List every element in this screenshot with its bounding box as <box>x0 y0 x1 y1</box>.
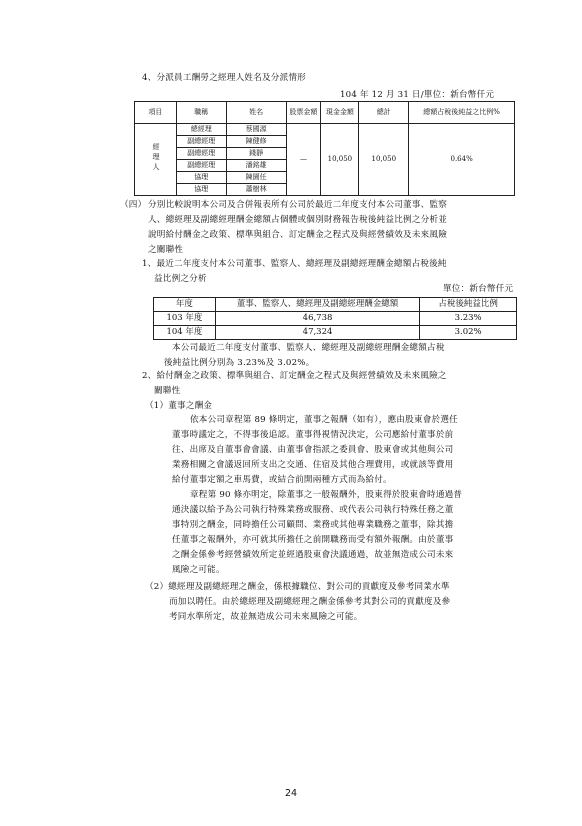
stock-cell: — <box>286 124 321 196</box>
text-line: 業務相關之會議返回所支出之交通、住宿及其他合理費用，或就該等費用 <box>172 460 454 470</box>
year-cell: 103 年度 <box>154 312 216 326</box>
table-header-row <box>154 298 517 312</box>
sub1-paragraph-2 <box>172 488 462 578</box>
text-line: 分別比較說明本公司及合併報表所有公司於最近二年度支付本公司董事、監察 <box>148 200 447 210</box>
text-line: 給付董事定額之車馬費，或結合前開兩種方式而為給付。 <box>172 475 392 485</box>
name-cell: 蔡國源 <box>226 124 286 136</box>
amount-cell: 46,738 <box>215 312 419 326</box>
item1-note <box>164 341 445 371</box>
text-line: 而加以聘任。由於總經理及副總經理之酬金係參考其對公司的貢獻度及參 <box>169 597 451 607</box>
amount-cell: 47,324 <box>215 326 419 340</box>
text-line: 之酬金係參考經營績效所定並經過股東會決議通過，故並無造成公司未來 <box>172 550 454 560</box>
text-line: 考同水準所定，故並無造成公司未來風險之可能。 <box>169 612 363 622</box>
header-total: 總計 <box>359 102 409 124</box>
name-cell: 錢靜 <box>226 148 286 160</box>
item2-heading <box>142 369 447 399</box>
ratio-cell: 3.02% <box>420 326 517 340</box>
text-line: 風險之可能。 <box>172 565 225 575</box>
sub1-heading: （1）董事之酬金 <box>145 401 213 411</box>
item1-heading <box>142 257 447 287</box>
table-unit: 單位：新台幣仟元 <box>443 284 514 294</box>
name-cell: 蕭樹林 <box>226 184 286 196</box>
title-cell: 協理 <box>176 172 226 184</box>
text-line: 往、出席及自董事會會議、由董事會指派之委員會、股東會或其他與公司 <box>172 445 454 455</box>
name-cell: 潘銘雄 <box>226 160 286 172</box>
manager-bonus-table <box>134 101 515 196</box>
text-line: 之關聯性 <box>148 245 184 255</box>
section-heading: 4、分派員工酬勞之經理人姓名及分派情形 <box>142 73 306 83</box>
title-cell: 總經理 <box>176 124 226 136</box>
sub2-paragraph <box>145 580 450 625</box>
header-stock: 股票金額 <box>286 102 321 124</box>
ratio-cell: 3.23% <box>420 312 517 326</box>
part-marker: （四） <box>120 200 147 210</box>
category-label: 經理人 <box>151 142 160 173</box>
text-line: 事特別之酬金，同時擔任公司顧問、業務或其他專業職務之董事，除其擔 <box>172 520 454 530</box>
header-ratio: 占稅後純益比例 <box>420 298 517 312</box>
header-cash: 現金金額 <box>321 102 359 124</box>
text-line: 說明給付酬金之政策、標準與組合、訂定酬金之程式及與經營績效及未來風險 <box>148 230 447 240</box>
table-row <box>154 312 517 326</box>
sub1-paragraph-1 <box>172 413 458 488</box>
text-line: 關聯性 <box>154 386 181 396</box>
ratio-cell: 0.64% <box>409 124 515 196</box>
text-line: 後純益比例分別為 3.23%及 3.02%。 <box>164 358 315 368</box>
category-cell <box>135 124 177 196</box>
name-cell: 陳園任 <box>226 172 286 184</box>
header-name: 姓名 <box>226 102 286 124</box>
text-line: （2）總經理及副總經理之酬金，係根據職位、對公司的貢獻度及參考同業水準 <box>145 582 450 592</box>
table-row <box>154 326 517 340</box>
header-ratio: 總額占稅後純益之比例% <box>409 102 515 124</box>
table-date-unit: 104 年 12 月 31 日/單位：新台幣仟元 <box>340 90 495 100</box>
text-line: 通決議以給予為公司執行特殊業務或服務、或代表公司執行特殊任務之董 <box>172 505 454 515</box>
page-number: 24 <box>285 788 298 799</box>
text-line: 2、給付酬金之政策、標準與組合、訂定酬金之程式及與經營績效及未來風險之 <box>142 371 447 381</box>
text-line: 任董事之報酬外，亦可就其所擔任之前開職務而受有額外報酬。由於董事 <box>172 535 454 545</box>
title-cell: 協理 <box>176 184 226 196</box>
title-cell: 副總經理 <box>176 136 226 148</box>
text-line: 益比例之分析 <box>154 274 207 284</box>
name-cell: 陳健修 <box>226 136 286 148</box>
header-amount: 董事、監察人、總經理及副總經理酬金總額 <box>215 298 419 312</box>
part-iv-paragraph <box>148 198 447 258</box>
year-cell: 104 年度 <box>154 326 216 340</box>
text-line: 章程第 90 條亦明定，除董事之一般報酬外，股東得於股東會時通過普 <box>190 490 463 500</box>
text-line: 依本公司章程第 89 條明定，董事之報酬（如有），應由股東會於選任 <box>190 415 458 425</box>
table-header-row <box>135 102 515 124</box>
cash-cell: 10,050 <box>321 124 359 196</box>
title-cell: 副總經理 <box>176 148 226 160</box>
text-line: 1、最近二年度支付本公司董事、監察人、總經理及副總經理酬金總額占稅後純 <box>142 259 447 269</box>
header-year: 年度 <box>154 298 216 312</box>
text-line: 人、總經理及副總經理酬金總額占個體或個別財務報告稅後純益比例之分析並 <box>148 215 447 225</box>
text-line: 董事時議定之，不得事後追認。董事得視情況決定，公司應給付董事於前 <box>172 430 454 440</box>
header-title: 職稱 <box>176 102 226 124</box>
compensation-ratio-table <box>153 297 517 340</box>
table-row <box>135 124 515 136</box>
title-cell: 副總經理 <box>176 160 226 172</box>
header-item: 項目 <box>135 102 177 124</box>
total-cell: 10,050 <box>359 124 409 196</box>
text-line: 本公司最近二年度支付董事、監察人、總經理及副總經理酬金總額占稅 <box>172 343 445 353</box>
